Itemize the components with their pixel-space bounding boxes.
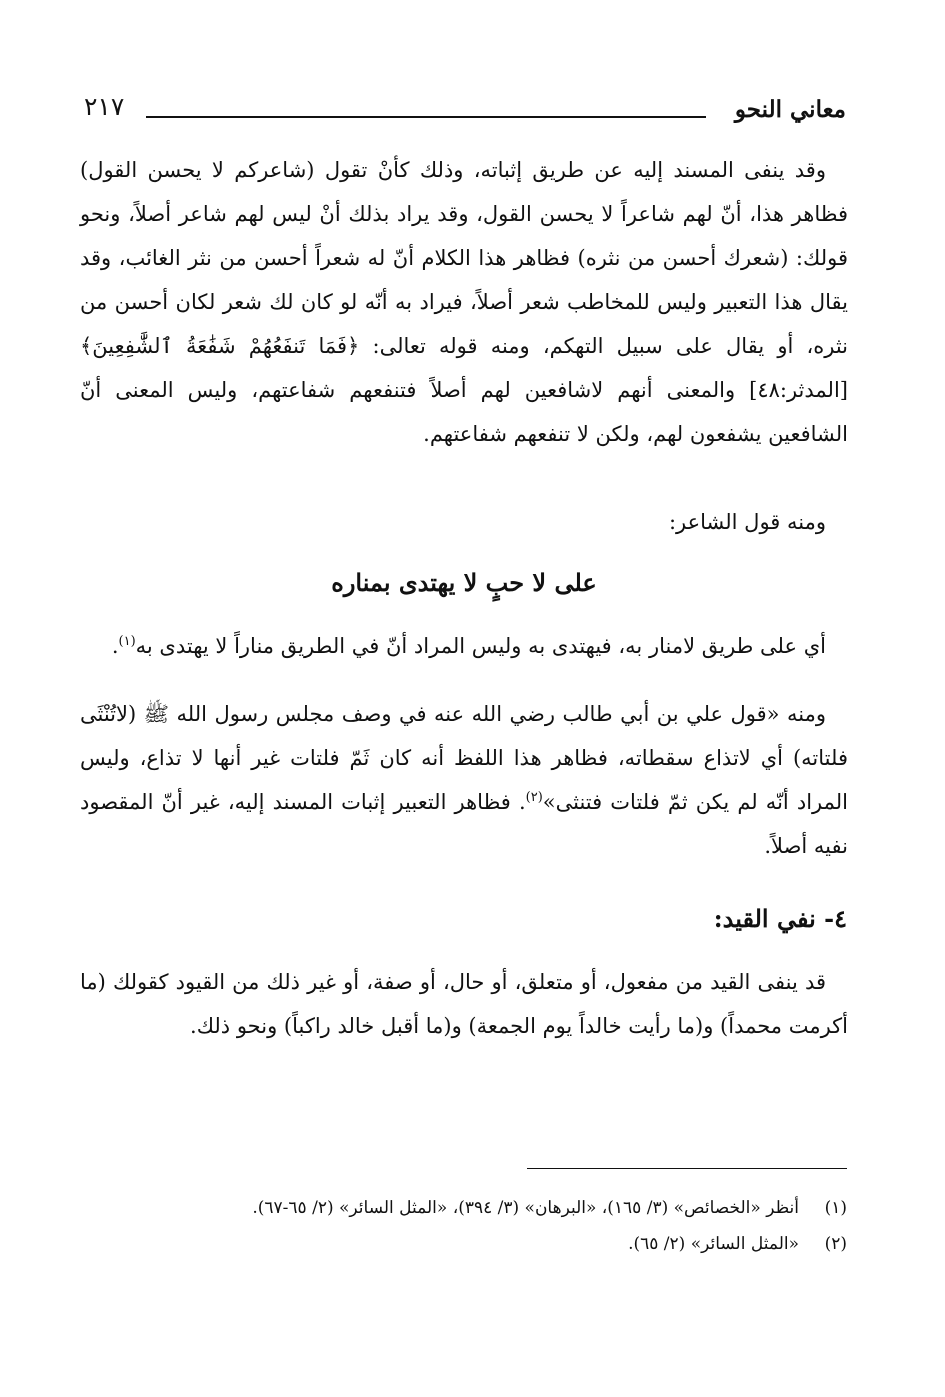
footnote-ref-2: (٢) [525, 790, 543, 805]
footnote-number: (٢) [824, 1234, 847, 1254]
paragraph-1: وقد ينفى المسند إليه عن طريق إثباته، وذلك كأنْ تقول (شاعركم لا يحسن القول) فظاهر هذا، أنّ لهم شاعراً لا يحسن القول، وقد يراد بذلك أنْ ليس لهم شاعر أصلاً، ونحو قولك: (شعرك أحسن من نثره) فظاهر هذا الكلام أنّ له شعراً أحسن من نثر الغائب، وقد يقال هذا التعبير وليس للمخاطب شعر أصلاً، فيراد به أنّه لو كان لك شعر لكان أحسن من نثره، أو يقال على سبيل التهكم، ومنه قوله تعالى: ﴿فَمَا تَنفَعُهُمْ شَفَٰعَةُ ٱلشَّٰفِعِينَ﴾ [المدثر:٤٨] والمعنى أنهم لاشافعين لهم أصلاً فتنفعهم شفاعتهم، وليس المعنى أنّ الشافعين يشفعون لهم، ولكن لا تنفعهم شفاعتهم. [80, 158, 848, 446]
footnote-2 [87, 1226, 847, 1262]
paragraph-3 [80, 624, 848, 668]
paragraph-5: قد ينفى القيد من مفعول، أو متعلق، أو حال، أو صفة، أو غير ذلك من القيود كقولك (ما أكرمت محمداً) و(ما رأيت خالداً يوم الجمعة) و(ما أقبل خالد راكباً) ونحو ذلك. [80, 970, 848, 1038]
footnote-1 [87, 1190, 847, 1226]
footnote-rule [527, 1168, 847, 1169]
paragraph-2: ومنه قول الشاعر: [668, 510, 826, 534]
paragraph-4-text: ومنه «قول علي بن أبي طالب رضي الله عنه في وصف مجلس رسول الله ﷺ (لاتُنْثَى فلتاته) أي لاتذاع سقطاته، فظاهر هذا اللفظ أنه كان ثَمّ فلتات غير أنها لا تذاع، وليس المراد أنّه لم يكن ثمّ فلتات فتنثى» [80, 702, 848, 814]
footnote-text: «المثل السائر» (٢/ ٦٥). [628, 1234, 799, 1254]
footnotes [87, 1190, 847, 1262]
paragraph-3-end: . [111, 634, 119, 658]
page-number: ٢١٧ [84, 92, 125, 121]
page-header [84, 92, 846, 132]
paragraph-3-text: أي على طريق لامنار به، فيهتدى به وليس المراد أنّ في الطريق مناراً لا يهتدى به [135, 634, 826, 658]
footnote-text: أنظر «الخصائص» (٣/ ١٦٥)، «البرهان» (٣/ ٣٩٤)، «المثل السائر» (٢/ ٦٥-٦٧). [252, 1198, 799, 1218]
running-title: معاني النحو [734, 96, 846, 123]
section-heading: ٤- نفي القيد: [713, 904, 847, 933]
poetry-verse: على لا حبٍ لا يهتدى بمناره [331, 568, 597, 597]
footnote-ref-1: (١) [118, 634, 136, 649]
header-rule [146, 116, 706, 118]
paragraph-4 [80, 692, 848, 868]
paragraph-4-end: . فظاهر التعبير إثبات المسند إليه، غير أنّ المقصود نفيه أصلاً. [80, 790, 848, 858]
footnote-number: (١) [824, 1198, 847, 1218]
